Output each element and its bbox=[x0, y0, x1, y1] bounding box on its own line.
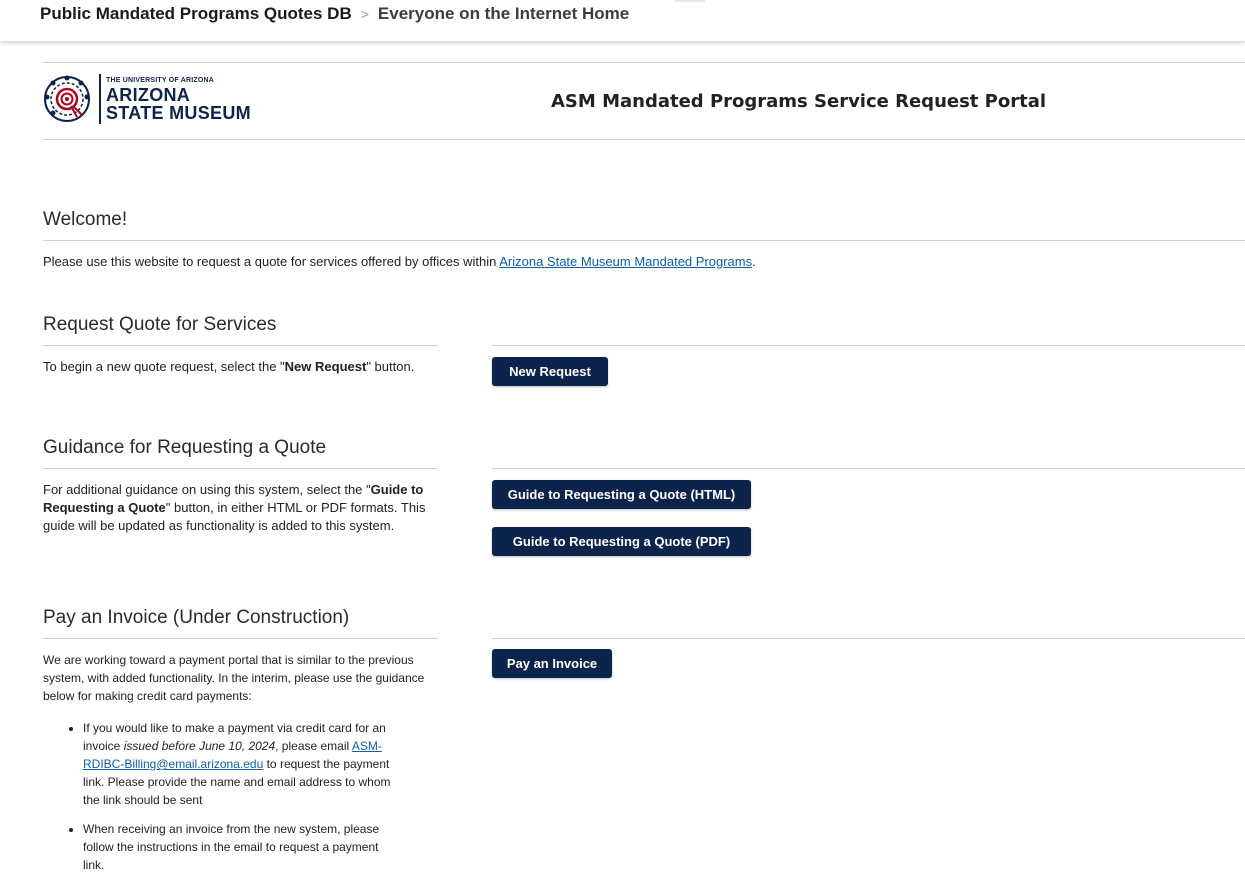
welcome-text-part: Please use this website to request a quote for services offered by offices within bbox=[43, 254, 500, 269]
guidance-text-part: " button, in either HTML or PDF formats. This guide will be updated as functionality is added to this system. bbox=[43, 500, 426, 533]
logo-wordmark bbox=[99, 74, 251, 124]
guidance-text-part: For additional guidance on using this system, select the " bbox=[43, 482, 371, 497]
list-item-emphasis: issued before June 10, 2024 bbox=[123, 739, 276, 753]
pay-intro-text: We are working toward a payment portal that is similar to the previous system, with added functionality. In the interim, please use the guidance below for making credit card payments: bbox=[43, 653, 425, 703]
portal-title: ASM Mandated Programs Service Request Portal bbox=[551, 91, 1047, 112]
museum-seal-icon bbox=[43, 75, 91, 123]
welcome-heading: Welcome! bbox=[43, 209, 128, 230]
welcome-text bbox=[43, 253, 1143, 271]
divider bbox=[43, 638, 438, 639]
request-text-part: " button. bbox=[366, 359, 415, 374]
request-heading: Request Quote for Services bbox=[43, 314, 277, 335]
welcome-text-part: . bbox=[752, 254, 756, 269]
pay-guidance-list bbox=[63, 719, 403, 885]
logo-line-1: ARIZONA bbox=[106, 84, 191, 105]
guidance-heading: Guidance for Requesting a Quote bbox=[43, 437, 327, 458]
request-text-part: To begin a new quote request, select the " bbox=[43, 359, 285, 374]
museum-logo[interactable] bbox=[43, 74, 263, 124]
divider bbox=[43, 468, 438, 469]
guidance-text-bold: Guide to Requesting a Quote bbox=[43, 482, 424, 515]
logo-line-2: STATE MUSEUM bbox=[106, 102, 251, 123]
new-request-button[interactable]: New Request bbox=[492, 357, 608, 386]
list-item: • When receiving an invoice from the new system, please follow the instructions in the email to request a payment link. bbox=[83, 820, 403, 874]
guide-html-button[interactable]: Guide to Requesting a Quote (HTML) bbox=[492, 480, 751, 509]
divider bbox=[43, 139, 1245, 140]
guide-pdf-button[interactable]: Guide to Requesting a Quote (PDF) bbox=[492, 527, 751, 556]
list-item bbox=[83, 719, 403, 809]
pay-heading: Pay an Invoice (Under Construction) bbox=[43, 607, 350, 628]
divider bbox=[43, 240, 1245, 241]
breadcrumb bbox=[40, 4, 629, 24]
logo-university-text: THE UNIVERSITY OF ARIZONA bbox=[106, 76, 215, 84]
breadcrumb-current-link[interactable]: Everyone on the Internet Home bbox=[377, 4, 630, 23]
guidance-text bbox=[43, 481, 441, 535]
chevron-right-icon: > bbox=[360, 6, 369, 22]
list-item-text: , please email bbox=[275, 739, 352, 753]
pay-invoice-button[interactable]: Pay an Invoice bbox=[492, 649, 612, 678]
request-text bbox=[43, 358, 438, 376]
request-text-bold: New Request bbox=[284, 359, 367, 374]
divider bbox=[43, 345, 438, 346]
divider bbox=[492, 345, 1245, 346]
tab-indicator bbox=[675, 0, 705, 2]
breadcrumb-root-link[interactable]: Public Mandated Programs Quotes DB bbox=[40, 4, 352, 23]
mandated-programs-link[interactable]: Arizona State Museum Mandated Programs bbox=[499, 254, 753, 269]
list-item-text: to request the payment link. Please provide the name and email address to whom the link should be sent bbox=[83, 757, 391, 807]
top-bar bbox=[0, 0, 1245, 41]
divider bbox=[43, 62, 1245, 63]
list-item-text: If you would like to make a payment via credit card for an invoice bbox=[83, 721, 386, 753]
divider bbox=[492, 638, 1245, 639]
billing-email-link[interactable]: ASM-RDIBC-Billing@email.arizona.edu bbox=[83, 739, 382, 771]
divider bbox=[492, 468, 1245, 469]
